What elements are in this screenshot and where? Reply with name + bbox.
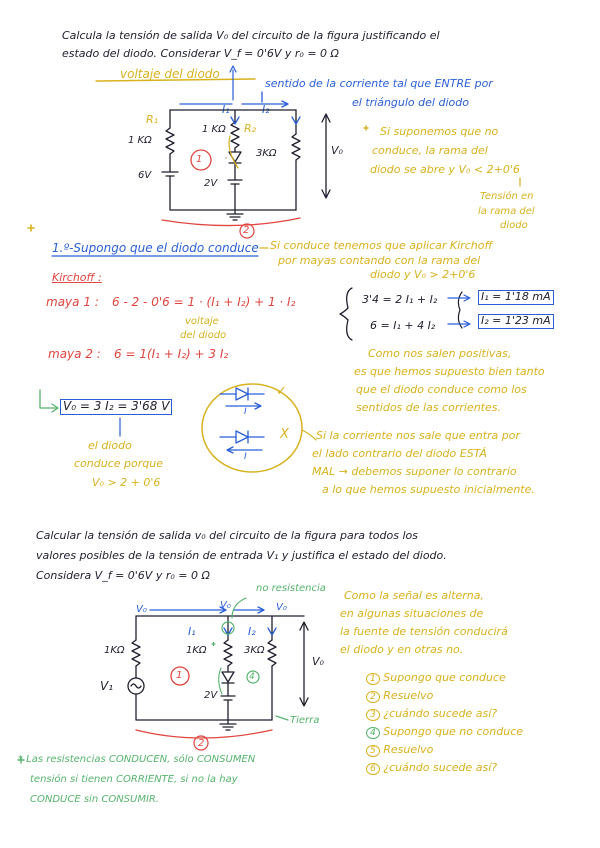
ex1-source-6v: 6V <box>138 170 152 181</box>
diode-wrong-cross: X <box>280 427 289 442</box>
resistance-note-line1: * Las resistencias CONDUCEN, sólo CONSUMEN <box>18 754 256 765</box>
kirchoff-title: Kirchoff : <box>52 271 102 284</box>
circuit-2 <box>128 616 308 730</box>
conducts-line1: el diodo <box>88 439 132 452</box>
system-brace <box>340 288 352 340</box>
step-number: 3 <box>366 709 380 721</box>
solution-i2: I₂ = 1'23 mA <box>478 314 554 329</box>
step-number: 1 <box>366 673 380 685</box>
ex1-r1-value: 1 KΩ <box>128 135 152 146</box>
ex2-source-2v: 2V <box>204 690 218 701</box>
ex1-loop2-label: 2 <box>243 225 250 236</box>
step-text: Supongo que conduce <box>383 671 506 684</box>
step1-note-line1: Si conduce tenemos que aplicar Kirchoff <box>270 239 493 252</box>
ex2-resistor-r3 <box>268 640 276 666</box>
ex1-resistor-r1 <box>166 128 174 154</box>
ex2-current-i2: I₂ <box>248 625 256 638</box>
step1-title: 1.º-Supongo que el diodo conduce <box>52 241 259 255</box>
assume-line1: Si suponemos que no <box>380 125 499 138</box>
circuit-1 <box>162 110 330 220</box>
vo-result: V₀ = 3 I₂ = 3'68 V <box>60 399 172 415</box>
ex2-r2-value: 1KΩ <box>186 645 207 656</box>
step1-note-line3: diodo y V₀ > 2+0'6 <box>370 268 476 281</box>
ex2-statement-line3: Considera V_f = 0'6V y r₀ = 0 Ω <box>36 569 210 582</box>
step-text: Resuelvo <box>383 689 434 702</box>
positive-line2: es que hemos supuesto bien tanto <box>354 365 545 378</box>
ex2-r1-value: 1KΩ <box>104 645 125 656</box>
ex1-r2-value: 1 KΩ <box>202 124 226 135</box>
step-text: ¿cuándo sucede así? <box>383 761 498 774</box>
ex1-output-vo: V₀ <box>331 144 343 157</box>
ex2-r3-value: 3KΩ <box>244 645 265 656</box>
system-eq1: 3'4 = 2 I₁ + I₂ <box>362 293 438 306</box>
step-text: Resuelvo <box>383 743 434 756</box>
ex2-loop1-circle <box>171 667 189 685</box>
ex1-r3-value: 3KΩ <box>256 148 277 159</box>
resistance-note-line3: CONDUCE sin CONSUMIR. <box>30 794 160 805</box>
step-number: 4 <box>366 727 380 739</box>
wrong-line4: a lo que hemos supuesto inicialmente. <box>322 483 535 496</box>
system-eq2: 6 = I₁ + 4 I₂ <box>370 319 436 332</box>
conducts-line3: V₀ > 2 + 0'6 <box>92 476 161 489</box>
ex2-resistor-r2 <box>224 640 232 666</box>
ex2-loop-branch-label: 4 <box>249 672 255 682</box>
positive-line4: sentidos de las corrientes. <box>356 401 501 414</box>
branch-voltage-line3: diodo <box>500 220 528 231</box>
ex1-r1-label: R₁ <box>146 113 159 126</box>
alt-line4: el diodo y en otras no. <box>340 643 464 656</box>
branch-voltage-line1: Tensión en <box>480 191 534 202</box>
ex1-loop1-circle <box>191 150 211 170</box>
ex1-resistor-r3 <box>292 134 300 160</box>
branch-voltage-line2: la rama del <box>478 206 535 217</box>
ex2-output-vo: V₀ <box>312 655 324 668</box>
ex2-node-v0-mid: V₀ <box>220 600 231 611</box>
alt-line1: Como la señal es alterna, <box>344 589 485 602</box>
ex2-statement-line1: Calcular la tensión de salida v₀ del circuito de la figura para todos los <box>36 529 418 542</box>
ex2-current-arrows <box>150 607 276 635</box>
diode-current-label-bottom: I <box>244 452 247 462</box>
ex1-loop1-label: 1 <box>196 154 203 165</box>
ex2-current-i1: I₁ <box>188 625 196 638</box>
ex1-r2-label: R₂ <box>244 122 257 135</box>
step-text: Supongo que no conduce <box>383 725 524 738</box>
diode-correct-check: ✓ <box>276 384 287 399</box>
ex1-current-i2: I₂ <box>262 103 270 116</box>
resistance-note-line2: tensión si tienen CORRIENTE, si no la hay <box>30 774 238 785</box>
maya2-equation: 6 = 1(I₁ + I₂) + 3 I₂ <box>114 347 229 361</box>
wrong-line3: MAL → debemos suponer lo contrario <box>312 465 517 478</box>
step-text: ¿cuándo sucede así? <box>383 707 498 720</box>
ex2-resistor-r1 <box>132 640 140 666</box>
assume-line2: conduce, la rama del <box>372 144 488 157</box>
ex1-resistor-r2 <box>231 122 239 148</box>
ex2-node-v0-right: V₀ <box>276 602 287 613</box>
ex1-statement-line2: estado del diodo. Considerar V_f = 0'6V y r₀ = 0 Ω <box>62 47 339 60</box>
assume-line3: diodo se abre y V₀ < 2+0'6 <box>370 163 520 176</box>
note-current-direction-line2: el triángulo del diodo <box>352 96 469 109</box>
alt-line3: la fuente de tensión conducirá <box>340 625 508 638</box>
maya1-equation: 6 - 2 - 0'6 = 1 · (I₁ + I₂) + 1 · I₂ <box>112 295 296 309</box>
ex1-loop2-arc <box>162 218 300 226</box>
solution-i1: I₁ = 1'18 mA <box>478 290 554 305</box>
step-number: 5 <box>366 745 380 757</box>
ex1-ground <box>227 210 243 220</box>
diode-comparison-bubble <box>202 384 302 472</box>
ground-tierra-label: Tierra <box>290 715 320 726</box>
ex2-loop2-label: 2 <box>198 738 205 749</box>
ex2-diode <box>222 672 234 683</box>
voltaje-note-line1: voltaje <box>185 316 219 327</box>
step-number: 2 <box>366 691 380 703</box>
ex2-source-v1: V₁ <box>100 679 114 693</box>
underline-voltaje <box>96 79 255 81</box>
ex1-current-i1: I₁ <box>222 103 230 116</box>
ex1-current-arrows <box>180 92 300 124</box>
ex2-ground <box>220 720 236 730</box>
ex2-loop1-label: 1 <box>176 670 183 681</box>
ex2-node-v0-left: V₀ <box>136 604 147 615</box>
note-current-direction-line1: sentido de la corriente tal que ENTRE por <box>265 77 493 90</box>
step-number: 6 <box>366 763 380 775</box>
positive-line3: que el diodo conduce como los <box>356 383 527 396</box>
conducts-line2: conduce porque <box>74 457 163 470</box>
positive-line1: Como nos salen positivas, <box>368 347 512 360</box>
ex1-source-2v: 2V <box>204 178 218 189</box>
diode-current-label-top: I <box>244 407 247 417</box>
ex1-statement-line1: Calcula la tensión de salida V₀ del circuito de la figura justificando el <box>62 29 440 42</box>
wrong-line1: Si la corriente nos sale que entra por <box>316 429 521 442</box>
alt-line2: en algunas situaciones de <box>340 607 484 620</box>
maya2-label: maya 2 : <box>48 347 101 361</box>
note-diode-voltage: voltaje del diodo <box>120 67 220 81</box>
voltaje-note-line2: del diodo <box>180 330 227 341</box>
step1-note-line2: por mayas contando con la rama del <box>278 254 481 267</box>
wrong-line2: el lado contrario del diodo ESTÁ <box>312 447 487 460</box>
ex2-statement-line2: valores posibles de la tensión de entrada V₁ y justifica el estado del diodo. <box>36 549 447 562</box>
maya1-label: maya 1 : <box>46 295 99 309</box>
no-resistance-note: no resistencia <box>256 583 326 594</box>
